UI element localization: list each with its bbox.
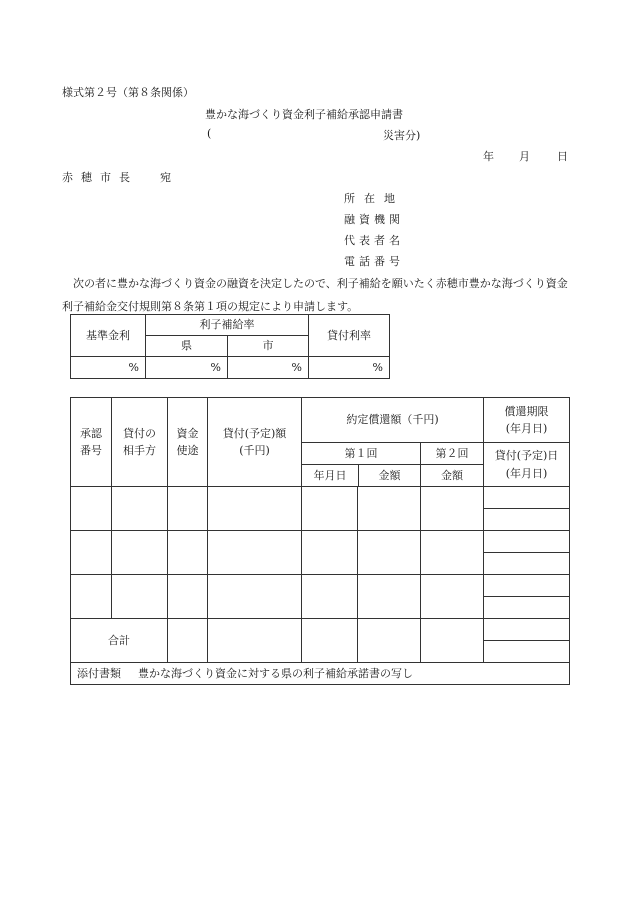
loan-amount-cell[interactable] (208, 487, 302, 531)
date-day: 日 (557, 150, 568, 163)
loan-date-header: 貸付(予定)日 (年月日) (484, 443, 570, 487)
first-amount-cell[interactable] (358, 531, 421, 575)
loan-amount-cell[interactable] (208, 575, 302, 619)
attachment-row (71, 663, 570, 685)
first-date-cell[interactable] (302, 575, 358, 619)
second-amount-cell[interactable] (421, 531, 484, 575)
second-amount-cell[interactable] (421, 575, 484, 619)
addressee: 赤穂市長 (62, 171, 138, 184)
first-amount-cell[interactable] (358, 487, 421, 531)
attachment-text: 豊かな海づくり資金に対する県の利子補給承諾書の写し (138, 666, 413, 680)
loan-party-cell[interactable] (112, 487, 168, 531)
prefecture-rate-cell[interactable]: % (146, 357, 228, 379)
total-date-cell[interactable] (484, 641, 570, 663)
repayment-term-cell[interactable] (484, 575, 570, 597)
city-header: 市 (228, 336, 309, 357)
representative-label: 代表者名 (344, 234, 404, 247)
approval-number-cell[interactable] (71, 575, 112, 619)
date-year: 年 (483, 150, 494, 163)
first-date-cell[interactable] (302, 487, 358, 531)
fund-use-cell[interactable] (168, 487, 208, 531)
first-repayment-header (302, 443, 421, 487)
total-first-amount-cell[interactable] (358, 619, 421, 663)
disaster-label: 災害分) (383, 129, 421, 142)
loan-party-cell[interactable] (112, 575, 168, 619)
application-statement: 次の者に豊かな海づくり資金の融資を決定したので、利子補給を願いたく赤穂市豊かな海づくり資金利子補給金交付規則第８条第１項の規定により申請します。 (62, 277, 568, 313)
total-loan-amount-cell[interactable] (208, 619, 302, 663)
first-label: 第１回 (302, 443, 420, 465)
total-second-amount-cell[interactable] (421, 619, 484, 663)
total-term-cell[interactable] (484, 619, 570, 641)
approval-number-cell[interactable] (71, 531, 112, 575)
attachment-label: 添付書類 (77, 666, 121, 680)
city-rate-cell[interactable]: % (228, 357, 309, 379)
loan-table (70, 397, 570, 685)
loan-rate-cell[interactable]: % (309, 357, 390, 379)
loan-date-cell[interactable] (484, 509, 570, 531)
institution-label: 融資機関 (344, 213, 404, 226)
repayment-term-cell[interactable] (484, 531, 570, 553)
document-title: 豊かな海づくり資金利子補給承認申請書 (205, 108, 403, 121)
total-label: 合計 (71, 619, 168, 663)
addressee-suffix: 宛 (160, 171, 171, 184)
total-fund-use-cell[interactable] (168, 619, 208, 663)
prefecture-header: 県 (146, 336, 228, 357)
base-rate-cell[interactable]: % (71, 357, 146, 379)
loan-party-cell[interactable] (112, 531, 168, 575)
loan-date-cell[interactable] (484, 553, 570, 575)
loan-amount-cell[interactable] (208, 531, 302, 575)
disaster-open-paren: ( (207, 127, 212, 140)
second-amount-label: 金額 (441, 469, 463, 482)
address-label: 所在地 (344, 192, 404, 205)
repayment-header: 約定償還額（千円) (302, 398, 484, 443)
total-first-date-cell[interactable] (302, 619, 358, 663)
fund-use-cell[interactable] (168, 575, 208, 619)
fund-use-header: 資金 使途 (168, 398, 208, 487)
loan-amount-header: 貸付(予定)額 (千円) (208, 398, 302, 487)
rate-table (70, 314, 390, 379)
phone-label: 電話番号 (344, 255, 404, 268)
repayment-term-header: 償還期限 (年月日) (484, 398, 570, 443)
base-rate-header: 基準金利 (71, 315, 146, 357)
subsidy-rate-header: 利子補給率 (146, 315, 309, 336)
loan-rate-header: 貸付利率 (309, 315, 390, 357)
loan-date-cell[interactable] (484, 597, 570, 619)
approval-number-cell[interactable] (71, 487, 112, 531)
second-repayment-header (421, 443, 484, 487)
repayment-term-cell[interactable] (484, 487, 570, 509)
approval-number-header: 承認 番号 (71, 398, 112, 487)
first-date-label: 年月日 (302, 465, 359, 486)
loan-party-header: 貸付の 相手方 (112, 398, 168, 487)
second-label: 第２回 (421, 443, 483, 465)
first-amount-cell[interactable] (358, 575, 421, 619)
first-date-cell[interactable] (302, 531, 358, 575)
first-amount-label: 金額 (378, 469, 401, 482)
form-number: 様式第２号（第８条関係） (62, 86, 194, 99)
date-month: 月 (519, 150, 530, 163)
second-amount-cell[interactable] (421, 487, 484, 531)
fund-use-cell[interactable] (168, 531, 208, 575)
